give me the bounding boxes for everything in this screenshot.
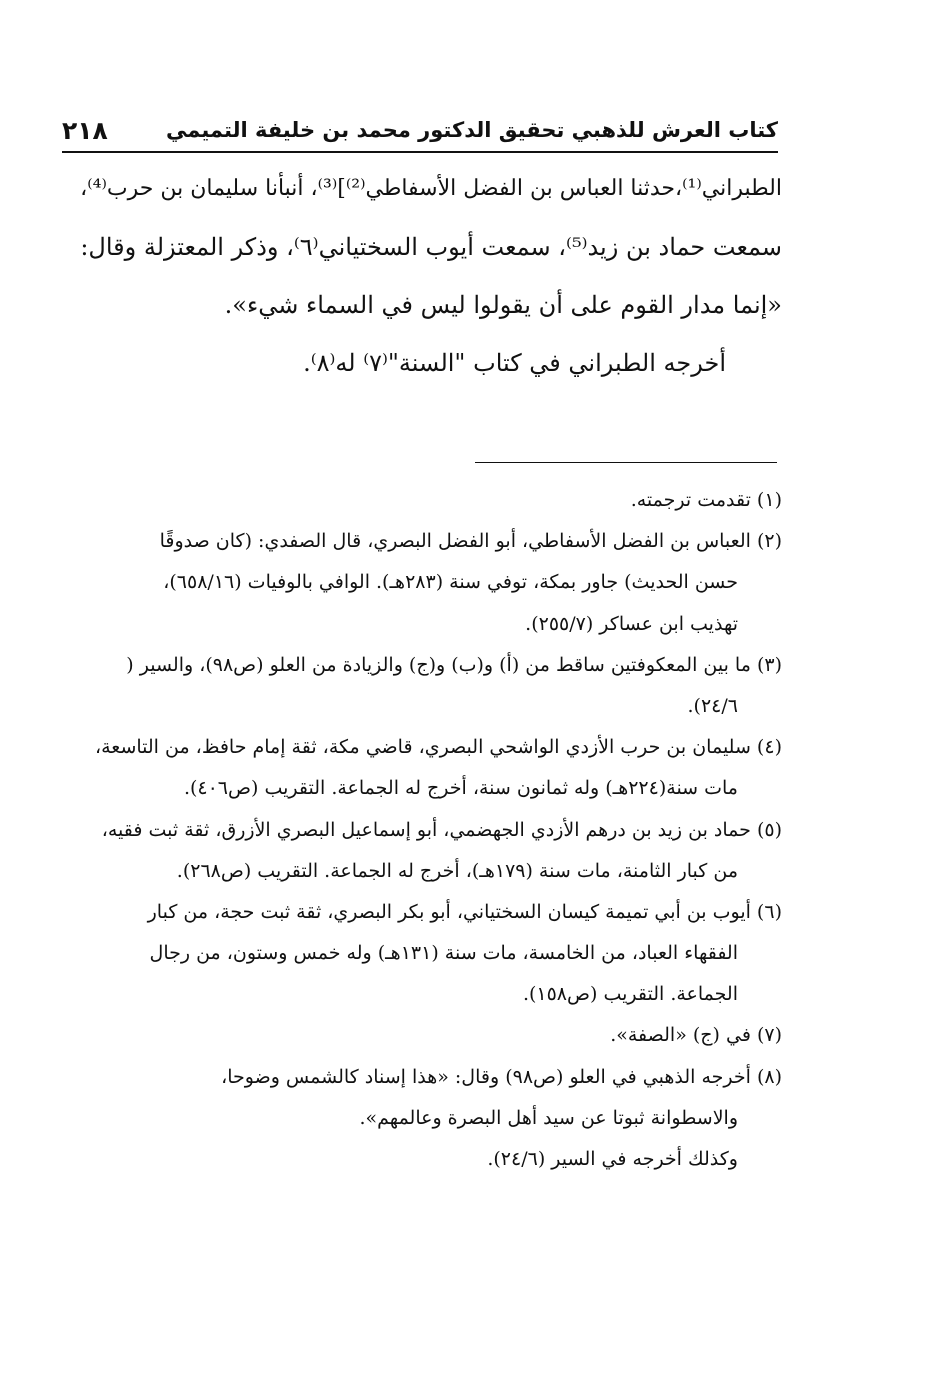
header-rule <box>62 151 778 153</box>
footnote-line: الفقهاء العباد، من الخامسة، مات سنة (١٣١هـ) وله خمس وستون، من رجال <box>149 942 738 965</box>
page-header <box>62 112 778 148</box>
footnote-line: (٢) العباس بن الفضل الأسفاطي، أبو الفضل البصري، قال الصفدي: (كان صدوقًا <box>159 530 782 553</box>
footnote-line: حسن الحديث) جاور بمكة، توفي سنة (٢٨٣هـ). الوافي بالوفيات (٦٥٨/١٦)، <box>163 571 738 594</box>
footnote-line: والاسطوانة ثبوتا عن سيد أهل البصرة وعالمهم». <box>359 1106 738 1129</box>
main-text-line: «إنما مدار القوم على أن يقولوا ليس في السماء شيء». <box>224 291 782 319</box>
main-text-line: أخرجه الطبراني في كتاب "السنة"⁽٧⁾ له⁽٨⁾. <box>303 349 726 377</box>
main-text-line: سمعت حماد بن زيد⁽⁵⁾، سمعت أيوب السختياني⁽٦⁾، وذكر المعتزلة وقال: <box>80 233 782 261</box>
footnote-line: (٣) ما بين المعكوفتين ساقط من (أ) و(ب) و(ج) والزيادة من العلو (ص٩٨)، والسير ( <box>126 653 782 676</box>
footnote-line: (٥) حماد بن زيد بن درهم الأزدي الجهضمي، أبو إسماعيل البصري الأزرق، ثقة ثبت فقيه، <box>101 818 782 841</box>
footnote-line: (٨) أخرجه الذهبي في العلو (ص٩٨) وقال: «هذا إسناد كالشمس وضوحا، <box>221 1065 782 1088</box>
footnotes <box>50 480 782 1180</box>
page-number: ٢١٨ <box>62 115 108 145</box>
main-text-line: الطبراني⁽¹⁾،حدثنا العباس بن الفضل الأسفاطي⁽²⁾]⁽³⁾، أنبأنا سليمان بن حرب⁽⁴⁾، <box>80 176 782 201</box>
footnote-separator <box>475 462 777 463</box>
footnote-line: تهذيب ابن عساكر (٢٥٥/٧). <box>525 612 738 635</box>
footnote-line: الجماعة. التقريب (ص١٥٨). <box>522 983 738 1006</box>
footnote-line: من كبار الثامنة، مات سنة (١٧٩هـ)، أخرج له الجماعة. التقريب (ص٢٦٨). <box>176 859 738 882</box>
footnote-line: (١) تقدمت ترجمته. <box>630 489 782 511</box>
footnote-line: (٧) في (ج) «الصفة». <box>610 1024 782 1047</box>
footnote-line: (٦) أيوب بن أبي تميمة كيسان السختياني، أبو بكر البصري، ثقة ثبت حجة، من كبار <box>147 900 782 923</box>
footnote-line: وكذلك أخرجه في السير (٢٤/٦). <box>487 1148 738 1170</box>
footnote-line: ٢٤/٦). <box>687 694 738 717</box>
footnote-line: مات سنة(٢٢٤هـ) وله ثمانون سنة، أخرج له الجماعة. التقريب (ص٤٠٦). <box>183 777 738 800</box>
main-text <box>70 160 782 392</box>
running-title: كتاب العرش للذهبي تحقيق الدكتور محمد بن خليفة التميمي <box>166 118 778 142</box>
footnote-line: (٤) سليمان بن حرب الأزدي الواشحي البصري، قاضي مكة، ثقة إمام حافظ، من التاسعة، <box>94 736 782 759</box>
